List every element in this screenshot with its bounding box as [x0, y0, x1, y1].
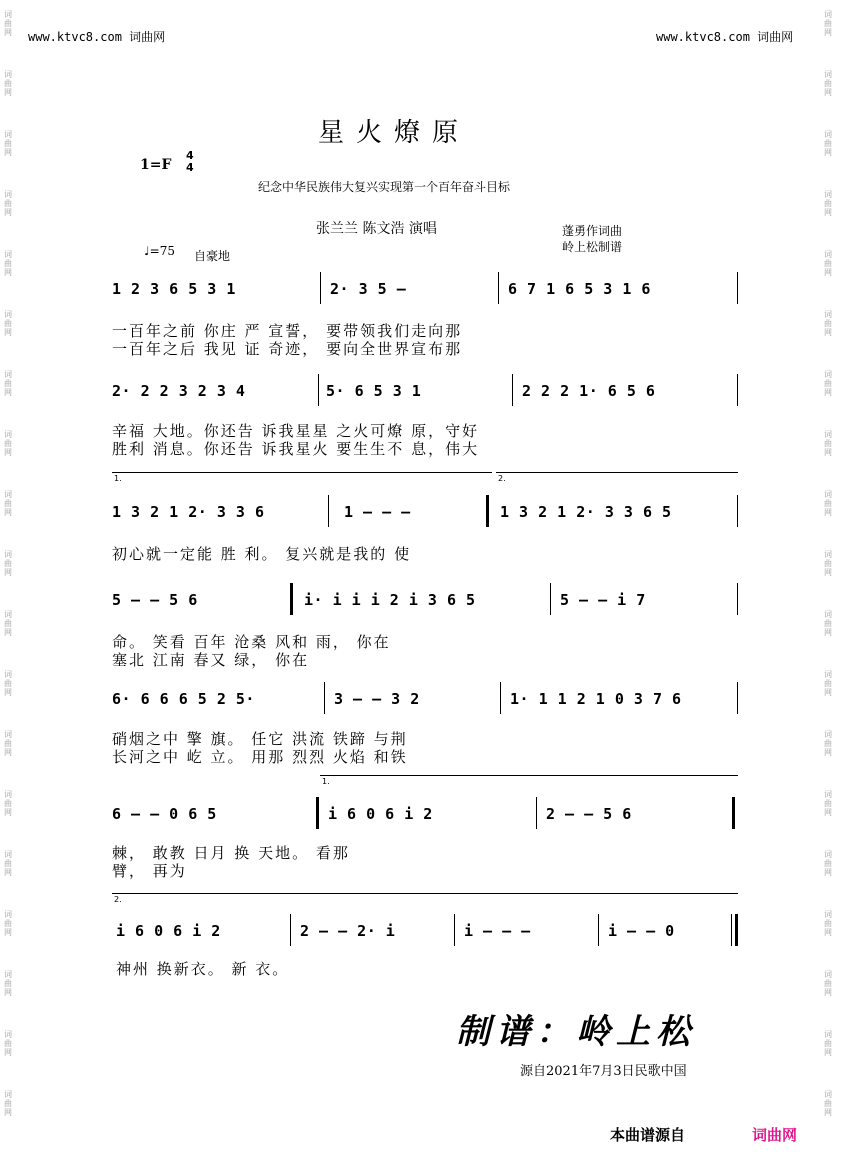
- side-watermark-text: 词曲网: [4, 550, 12, 577]
- measure-5-2: 3 – – 3 2: [334, 690, 420, 708]
- barline: [737, 272, 738, 304]
- side-watermark-text: 词曲网: [4, 730, 12, 757]
- side-watermark-text: 词曲网: [4, 610, 12, 637]
- measure-7-1: i 6 0 6 i 2: [116, 922, 221, 940]
- lyric-line: 长河之中 屹 立。 用那 烈烈 火焰 和铁: [112, 748, 408, 766]
- measure-2-2: 5· 6 5 3 1: [326, 382, 422, 400]
- side-watermark-text: 词曲网: [4, 370, 12, 397]
- measure-5-1: 6· 6 6 6 5 2 5·: [112, 690, 255, 708]
- side-watermark-text: 词曲网: [824, 130, 832, 157]
- side-watermark-text: 词曲网: [4, 910, 12, 937]
- footer-brand-link[interactable]: 词曲网: [752, 1126, 798, 1144]
- measure-3-2: 1 – – –: [344, 503, 411, 521]
- measure-6-3: 2 – – 5 6: [546, 805, 632, 823]
- measure-1-1: 1 2 3 6 5 3 1: [112, 280, 236, 298]
- measure-7-2: 2 – – 2· i: [300, 922, 396, 940]
- lyric-line: 辛福 大地。你还告 诉我星星 之火可燎 原，守好: [112, 422, 480, 440]
- barline: [454, 914, 455, 946]
- side-watermark-text: 词曲网: [824, 670, 832, 697]
- repeat-barline: [732, 797, 735, 829]
- side-watermark-text: 词曲网: [824, 190, 832, 217]
- lyric-line: 一百年之后 我见 证 奇迹， 要向全世界宣布那: [112, 340, 463, 358]
- barline: [512, 374, 513, 406]
- lyric-line: 塞北 江南 春又 绿， 你在: [112, 651, 310, 669]
- lyric-line: 初心就一定能 胜 利。 复兴就是我的 使: [112, 545, 412, 563]
- song-title: 星火燎原: [318, 118, 471, 148]
- side-watermark-text: 词曲网: [824, 250, 832, 277]
- final-barline: [731, 914, 732, 946]
- side-watermark-text: 词曲网: [4, 670, 12, 697]
- measure-5-3: 1· 1 1 2 1 0 3 7 6: [510, 690, 682, 708]
- measure-1-2: 2· 3 5 –: [330, 280, 407, 298]
- measure-7-3: i – – –: [464, 922, 531, 940]
- volta-number: 2.: [498, 474, 506, 483]
- side-watermark-text: 词曲网: [824, 550, 832, 577]
- barline: [500, 682, 501, 714]
- handwritten-signature: 制谱：岭上松: [456, 1012, 696, 1052]
- barline: [737, 583, 738, 615]
- composer-credit: 蓬勇作词曲: [562, 224, 623, 238]
- side-watermark-text: 词曲网: [824, 370, 832, 397]
- footer-label: 本曲谱源自: [610, 1126, 686, 1144]
- side-watermark-text: 词曲网: [4, 490, 12, 517]
- side-watermark-text: 词曲网: [4, 250, 12, 277]
- barline: [324, 682, 325, 714]
- measure-7-4: i – – 0: [608, 922, 675, 940]
- side-watermark-text: 词曲网: [4, 430, 12, 457]
- side-watermark-text: 词曲网: [4, 850, 12, 877]
- barline: [536, 797, 537, 829]
- side-watermark-text: 词曲网: [824, 10, 832, 37]
- side-watermark-text: 词曲网: [4, 10, 12, 37]
- measure-2-3: 2 2 2 1· 6 5 6: [522, 382, 656, 400]
- repeat-barline: [486, 495, 489, 527]
- site-url-right[interactable]: www.ktvc8.com 词曲网: [656, 30, 794, 44]
- side-watermark-text: 词曲网: [824, 610, 832, 637]
- measure-1-3: 6 7 1 6 5 3 1 6: [508, 280, 651, 298]
- side-watermark-text: 词曲网: [824, 730, 832, 757]
- source-note: 源自2021年7月3日民歌中国: [520, 1064, 687, 1079]
- volta-bracket: [112, 893, 738, 894]
- side-watermark-text: 词曲网: [824, 490, 832, 517]
- measure-6-2: i 6 0 6 i 2: [328, 805, 433, 823]
- lyric-line: 神州 换新衣。 新 衣。: [116, 960, 290, 978]
- barline: [550, 583, 551, 615]
- barline: [498, 272, 499, 304]
- lyric-line: 硝烟之中 擎 旗。 任它 洪流 铁蹄 与荆: [112, 730, 408, 748]
- lyric-line: 棘， 敢教 日月 换 天地。 看那: [112, 844, 350, 862]
- side-watermark-text: 词曲网: [4, 70, 12, 97]
- barline: [290, 914, 291, 946]
- side-watermark-text: 词曲网: [4, 130, 12, 157]
- key-signature: 1=F: [140, 157, 172, 173]
- volta-number: 2.: [114, 895, 122, 904]
- side-watermark-text: 词曲网: [4, 790, 12, 817]
- volta-bracket: [496, 472, 738, 473]
- measure-3-1: 1 3 2 1 2· 3 3 6: [112, 503, 265, 521]
- volta-number: 1.: [322, 777, 330, 786]
- singers-credit: 张兰兰 陈文浩 演唱: [316, 221, 437, 237]
- site-url-left[interactable]: www.ktvc8.com 词曲网: [28, 30, 166, 44]
- repeat-barline: [290, 583, 293, 615]
- side-watermark-text: 词曲网: [824, 910, 832, 937]
- volta-bracket: [320, 775, 738, 776]
- side-watermark-text: 词曲网: [824, 790, 832, 817]
- expression-mark: 自豪地: [194, 249, 231, 263]
- tempo-mark: ♩=75: [144, 244, 175, 258]
- repeat-barline: [316, 797, 319, 829]
- left-watermark-strip: [2, 0, 22, 1171]
- side-watermark-text: 词曲网: [4, 1030, 12, 1057]
- barline: [737, 682, 738, 714]
- side-watermark-text: 词曲网: [824, 850, 832, 877]
- right-watermark-strip: [822, 0, 842, 1171]
- arranger-credit: 岭上松制谱: [562, 240, 623, 254]
- barline: [737, 495, 738, 527]
- lyric-line: 胜利 消息。你还告 诉我星火 要生生不 息，伟大: [112, 440, 480, 458]
- measure-4-2: i· i i i 2 i 3 6 5: [304, 591, 476, 609]
- lyric-line: 命。 笑看 百年 沧桑 风和 雨， 你在: [112, 633, 391, 651]
- barline: [598, 914, 599, 946]
- side-watermark-text: 词曲网: [824, 1090, 832, 1117]
- side-watermark-text: 词曲网: [824, 1030, 832, 1057]
- side-watermark-text: 词曲网: [4, 1090, 12, 1117]
- song-subtitle: 纪念中华民族伟大复兴实现第一个百年奋斗目标: [258, 180, 511, 194]
- barline: [737, 374, 738, 406]
- side-watermark-text: 词曲网: [824, 70, 832, 97]
- side-watermark-text: 词曲网: [824, 430, 832, 457]
- barline: [320, 272, 321, 304]
- measure-4-1: 5 – – 5 6: [112, 591, 198, 609]
- time-signature: 4 4: [186, 149, 194, 174]
- lyric-line: 一百年之前 你庄 严 宣誓， 要带领我们走向那: [112, 322, 463, 340]
- side-watermark-text: 词曲网: [824, 970, 832, 997]
- volta-bracket: [112, 472, 492, 473]
- volta-number: 1.: [114, 474, 122, 483]
- final-barline: [735, 914, 738, 946]
- side-watermark-text: 词曲网: [4, 310, 12, 337]
- lyric-line: 臂， 再为: [112, 862, 187, 880]
- barline: [318, 374, 319, 406]
- side-watermark-text: 词曲网: [824, 310, 832, 337]
- measure-4-3: 5 – – i 7: [560, 591, 646, 609]
- measure-6-1: 6 – – 0 6 5: [112, 805, 217, 823]
- barline: [328, 495, 329, 527]
- side-watermark-text: 词曲网: [4, 190, 12, 217]
- measure-2-1: 2· 2 2 3 2 3 4: [112, 382, 246, 400]
- side-watermark-text: 词曲网: [4, 970, 12, 997]
- measure-3-3: 1 3 2 1 2· 3 3 6 5: [500, 503, 672, 521]
